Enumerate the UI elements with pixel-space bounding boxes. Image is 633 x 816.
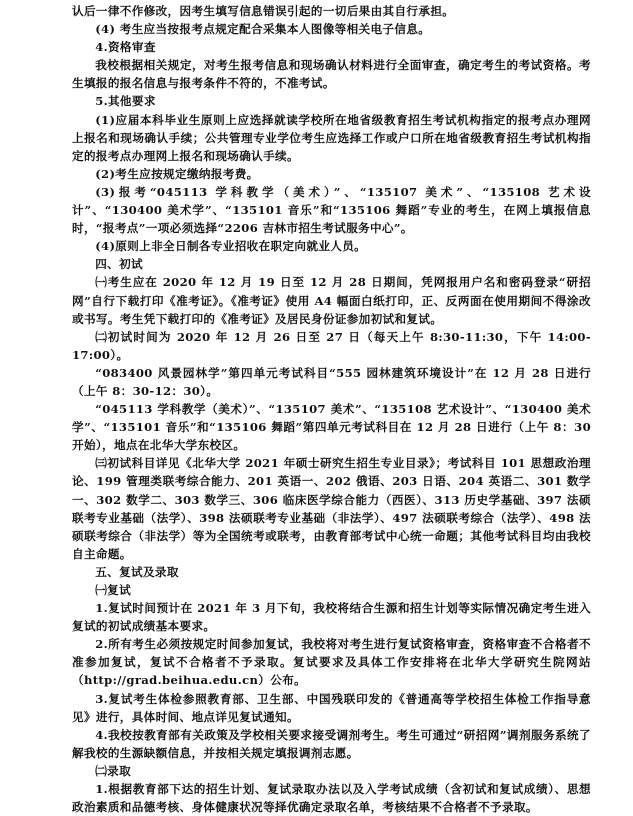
paragraph: (3)报考“045113 学科教学（美术）”、“135107 美术”、“135108 艺术设计”、“130400 美术学”、“135101 音乐”和“135106 舞蹈”专业的考生，在网上填报信息时，“报考点”一项必须选择“2206 吉林市招生考试服务中心”。 <box>72 184 591 236</box>
section-heading: ㈠复试 <box>95 583 132 597</box>
paragraph: 1.复试时间预计在 2021 年 3 月下旬，我校将结合生源和招生计划等实际情况确定考生进入复试的初试成绩基本要求。 <box>72 601 591 634</box>
document-body <box>72 2 591 816</box>
paragraph: ㈠考生应在 2020 年 12 月 19 日至 12 月 28 日期间，凭网报用户名和密码登录“研招网”自行下载打印《准考证》。《准考证》使用 A4 幅面白纸打印，正、反两面在使用期间不得涂改或书写。考生凭下载打印的《准考证》及居民身份证参加初试和复试。 <box>72 275 591 326</box>
paragraph: 我校根据相关规定，对考生报考信息和现场确认材料进行全面审查，确定考生的考试资格。考生填报的报名信息与报考条件不符的，不准考试。 <box>72 58 591 91</box>
paragraph: ㈢初试科目详见《北华大学 2021 年硕士研究生招生专业目录》；考试科目 101 思想政治理论、199 管理类联考综合能力、201 英语一、202 俄语、203 日语、204 英语二、301 数学一、302 数学二、303 数学三、306 临床医学综合能力（西医）、313 历史学基础、397 法硕联考专业基础（法学）、398 法硕联考专业基础（非法学）、497 法硕联考综合（法学）、498 法硕联考综合（非法学）等为全国统考或联考，由教育部考试中心统一命题；其他考试科目均由我校自主命题。 <box>72 456 591 561</box>
section-heading: 5.其他要求 <box>95 94 156 109</box>
paragraph: 3.复试考生体检参照教育部、卫生部、中国残联印发的《普通高等学校招生体检工作指导意见》进行，具体时间、地点详见复试通知。 <box>72 691 591 724</box>
section-heading: 四、初试 <box>95 257 143 272</box>
paragraph: 2.所有考生必须按规定时间参加复试，我校将对考生进行复试资格审查，资格审查不合格者不准参加复试，复试不合格者不予录取。复试要求及具体工作安排将在北华大学研究生院网站（http://grad.beihua.edu.cn）公布。 <box>72 637 591 688</box>
section-heading: 五、复试及录取 <box>95 564 179 579</box>
paragraph: (4)原则上非全日制各专业招收在职定向就业人员。 <box>95 239 367 254</box>
paragraph: ㈡初试时间为 2020 年 12 月 26 日至 27 日（每天上午 8:30-11:30，下午 14:00-17:00）。 <box>72 329 591 362</box>
paragraph: “083400 风景园林学”第四单元考试科目“555 园林建筑环境设计”在 12 月 28 日进行（上午 8：30-12：30）。 <box>72 365 591 398</box>
paragraph: 4.我校按教育部有关政策及学校相关要求接受调剂考生。考生可通过“研招网”调剂服务系统了解我校的生源缺额信息，并按相关规定填报调剂志愿。 <box>72 727 591 760</box>
paragraph: 1.根据教育部下达的招生计划、复试录取办法以及入学考试成绩（含初试和复试成绩）、思想政治素质和品德考核、身体健康状况等择优确定录取名单，考核结果不合格者不予录取。 <box>72 782 591 815</box>
paragraph: (1)应届本科毕业生原则上应选择就读学校所在地省级教育招生考试机构指定的报考点办理网上报名和现场确认手续；公共管理专业学位考生应选择工作或户口所在地省级教育招生考试机构指定的报考点办理网上报名和现场确认手续。 <box>72 112 591 163</box>
section-heading: 4.资格审查 <box>95 40 156 55</box>
paragraph: “045113 学科教学（美术）”、“135107 美术”、“135108 艺术设计”、“130400 美术学”、“135101 音乐”和“135106 舞蹈”第四单元考试科目在 12 月 28 日进行（上午 8：30 开始），地点在北华大学东校区。 <box>72 402 591 453</box>
section-heading: ㈡录取 <box>95 763 132 778</box>
paragraph-continuation: 认后一律不作修改，因考生填写信息错误引起的一切后果由其自行承担。 <box>72 4 455 18</box>
paragraph: (4) 考生应当按报考点规定配合采集本人图像等相关电子信息。 <box>95 22 431 37</box>
paragraph: (2)考生应按规定缴纳报考费。 <box>95 166 259 181</box>
